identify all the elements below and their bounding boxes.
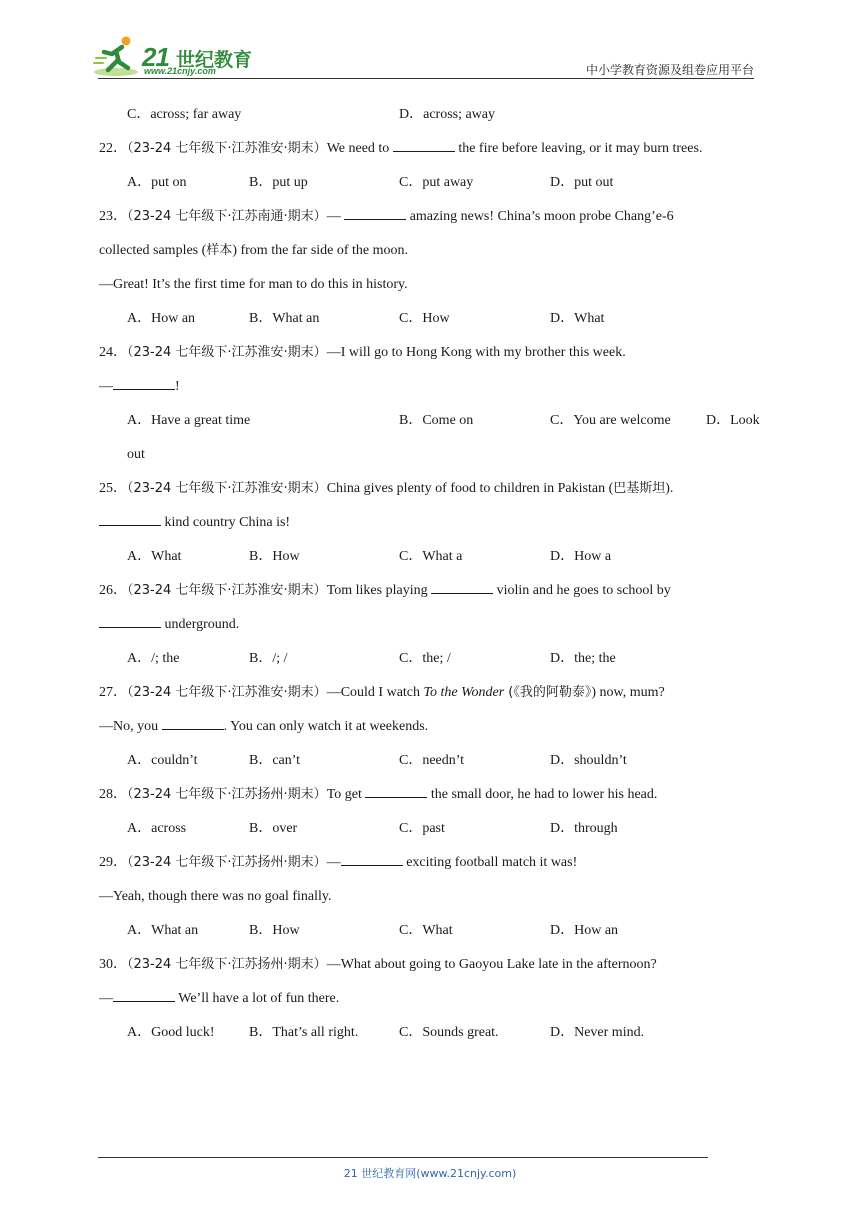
stem-text: To get — [326, 787, 366, 802]
header-divider — [98, 78, 754, 79]
stem-text: ). — [665, 481, 674, 496]
stem-text: violin and he goes to school by — [493, 583, 671, 598]
question-number: 30． — [99, 957, 127, 972]
option-b[interactable]: B．That’s all right. — [249, 1025, 359, 1040]
option-c[interactable]: C．needn’t — [399, 753, 465, 768]
q29-reply — [0, 880, 860, 914]
q24-options-wrap — [0, 438, 860, 472]
answer-blank — [365, 783, 427, 798]
q24-options — [0, 404, 860, 438]
answer-blank — [99, 613, 161, 628]
q23-stem-line2 — [0, 234, 860, 268]
q26-stem-line2 — [0, 608, 860, 642]
question-number: 27． — [99, 685, 127, 700]
stem-gloss: 巴基斯坦 — [613, 481, 666, 496]
option-d[interactable]: D．How a — [550, 549, 612, 564]
question-source: （23-24 七年级下·江苏扬州·期末） — [127, 855, 327, 870]
answer-blank — [113, 375, 175, 390]
option-d[interactable]: D．the; the — [550, 651, 616, 666]
stem-text: China gives plenty of food to children in Pakistan ( — [326, 481, 614, 496]
q28-stem — [0, 778, 860, 812]
question-number: 29． — [99, 855, 127, 870]
q30-reply — [0, 982, 860, 1016]
option-c[interactable]: C．What — [399, 923, 453, 938]
option-b[interactable]: B．can’t — [249, 753, 301, 768]
option-d[interactable]: D．Look — [706, 413, 760, 428]
option-a[interactable]: A．Good luck! — [127, 1025, 215, 1040]
stem-text: —Could I watch — [326, 685, 424, 700]
page-footer[interactable] — [0, 1165, 860, 1181]
option-a[interactable]: A．What an — [127, 923, 199, 938]
stem-gloss: (《我的阿勒泰》 — [504, 685, 592, 700]
q27-reply — [0, 710, 860, 744]
q30-options — [0, 1016, 860, 1050]
stem-text: collected samples ( — [99, 243, 207, 258]
question-number: 22． — [99, 141, 127, 156]
question-source: （23-24 七年级下·江苏淮安·期末） — [127, 141, 327, 156]
question-number: 26． — [99, 583, 127, 598]
dialogue-text: — — [99, 991, 113, 1006]
stem-text: the small door, he had to lower his head. — [427, 787, 658, 802]
answer-blank — [113, 987, 175, 1002]
stem-text: —What about going to Gaoyou Lake late in the afternoon? — [326, 957, 657, 972]
option-d[interactable]: D．through — [550, 821, 618, 836]
runner-logo-icon — [92, 34, 140, 78]
logo-chinese-name: 世纪教育 — [176, 49, 253, 71]
option-b[interactable]: B．What an — [249, 311, 320, 326]
stem-text: Tom likes playing — [326, 583, 432, 598]
answer-blank — [341, 851, 403, 866]
question-source: （23-24 七年级下·江苏扬州·期末） — [127, 957, 327, 972]
stem-text: — — [326, 209, 345, 224]
option-c[interactable]: C．You are welcome — [550, 413, 671, 428]
question-source: （23-24 七年级下·江苏淮安·期末） — [127, 345, 327, 360]
option-b[interactable]: B．Come on — [399, 413, 474, 428]
stem-text: ) now, mum? — [591, 685, 665, 700]
option-b[interactable]: B．How — [249, 549, 300, 564]
answer-blank — [431, 579, 493, 594]
option-a[interactable]: A．/; the — [127, 651, 180, 666]
dialogue-text: —Great! It’s the first time for man to do this in history. — [99, 277, 408, 292]
question-source: （23-24 七年级下·江苏淮安·期末） — [127, 481, 327, 496]
footer-link[interactable]: 21 世纪教育网(www.21cnjy.com) — [343, 1167, 517, 1180]
option-d[interactable]: D．Never mind. — [550, 1025, 645, 1040]
answer-blank — [162, 715, 224, 730]
q22-options — [0, 166, 860, 200]
q25-options — [0, 540, 860, 574]
question-number: 25． — [99, 481, 127, 496]
platform-tagline: 中小学教育资源及组卷应用平台 — [585, 63, 754, 77]
logo-url: www.21cnjy.com — [144, 66, 216, 76]
dialogue-text: We’ll have a lot of fun there. — [175, 991, 340, 1006]
option-a[interactable]: A．Have a great time — [127, 413, 251, 428]
q29-options — [0, 914, 860, 948]
option-c[interactable]: C．past — [399, 821, 445, 836]
dialogue-text: ! — [175, 379, 180, 394]
q27-stem — [0, 676, 860, 710]
option-b[interactable]: B．How — [249, 923, 300, 938]
answer-blank — [99, 511, 161, 526]
stem-text: kind country China is! — [161, 515, 291, 530]
stem-text: the fire before leaving, or it may burn trees. — [454, 141, 703, 156]
option-a[interactable]: A．What — [127, 549, 182, 564]
option-a[interactable]: A．How an — [127, 311, 196, 326]
stem-text: —I will go to Hong Kong with my brother this week. — [326, 345, 626, 360]
option-d[interactable]: D．How an — [550, 923, 619, 938]
page-header — [0, 0, 860, 80]
option-c[interactable]: C．How — [399, 311, 450, 326]
answer-blank — [393, 137, 455, 152]
option-d[interactable]: D．across; away — [399, 107, 496, 122]
q29-stem — [0, 846, 860, 880]
question-list — [0, 98, 860, 1050]
dialogue-text: — — [99, 379, 113, 394]
q28-options — [0, 812, 860, 846]
option-c[interactable]: C．put away — [399, 175, 474, 190]
option-c[interactable]: C．the; / — [399, 651, 451, 666]
q24-reply — [0, 370, 860, 404]
question-source: （23-24 七年级下·江苏淮安·期末） — [127, 685, 327, 700]
stem-text: amazing news! China’s moon probe Chang’e-6 — [406, 209, 674, 224]
stem-text: — — [326, 855, 341, 870]
dialogue-text: —No, you — [99, 719, 162, 734]
question-number: 24． — [99, 345, 127, 360]
option-b[interactable]: B．over — [249, 821, 298, 836]
q25-stem-line2 — [0, 506, 860, 540]
option-d[interactable]: D．What — [550, 311, 605, 326]
q26-options — [0, 642, 860, 676]
question-source: （23-24 七年级下·江苏南通·期末） — [127, 209, 327, 224]
question-source: （23-24 七年级下·江苏淮安·期末） — [127, 583, 327, 598]
answer-blank — [344, 205, 406, 220]
q27-options — [0, 744, 860, 778]
logo-number: 21 — [142, 42, 169, 72]
q23-options — [0, 302, 860, 336]
option-a[interactable]: A．put on — [127, 175, 187, 190]
question-source: （23-24 七年级下·江苏扬州·期末） — [127, 787, 327, 802]
q30-stem — [0, 948, 860, 982]
q25-stem — [0, 472, 860, 506]
stem-text: underground. — [161, 617, 240, 632]
question-number: 23． — [99, 209, 127, 224]
q21-options — [0, 98, 860, 132]
option-c[interactable]: C．across; far away — [127, 107, 242, 122]
q26-stem — [0, 574, 860, 608]
stem-gloss: 样本 — [206, 243, 233, 258]
stem-text: ) from the far side of the moon. — [232, 243, 409, 258]
option-b[interactable]: B．/; / — [249, 651, 288, 666]
dialogue-text: —Yeah, though there was no goal finally. — [99, 889, 332, 904]
option-b[interactable]: B．put up — [249, 175, 308, 190]
q23-reply — [0, 268, 860, 302]
question-number: 28． — [99, 787, 127, 802]
q24-stem — [0, 336, 860, 370]
option-d-continued[interactable]: out — [127, 447, 145, 462]
dialogue-text: . You can only watch it at weekends. — [223, 719, 429, 734]
option-d[interactable]: D．shouldn’t — [550, 753, 627, 768]
stem-text: We need to — [326, 141, 393, 156]
option-c[interactable]: C．What a — [399, 549, 463, 564]
footer-divider — [98, 1157, 708, 1158]
q23-stem — [0, 200, 860, 234]
site-logo[interactable] — [92, 34, 262, 78]
option-a[interactable]: A．across — [127, 821, 187, 836]
option-c[interactable]: C．Sounds great. — [399, 1025, 499, 1040]
stem-text: exciting football match it was! — [402, 855, 578, 870]
movie-title: To the Wonder — [423, 685, 505, 700]
q22-stem — [0, 132, 860, 166]
option-a[interactable]: A．couldn’t — [127, 753, 198, 768]
option-d[interactable]: D．put out — [550, 175, 614, 190]
